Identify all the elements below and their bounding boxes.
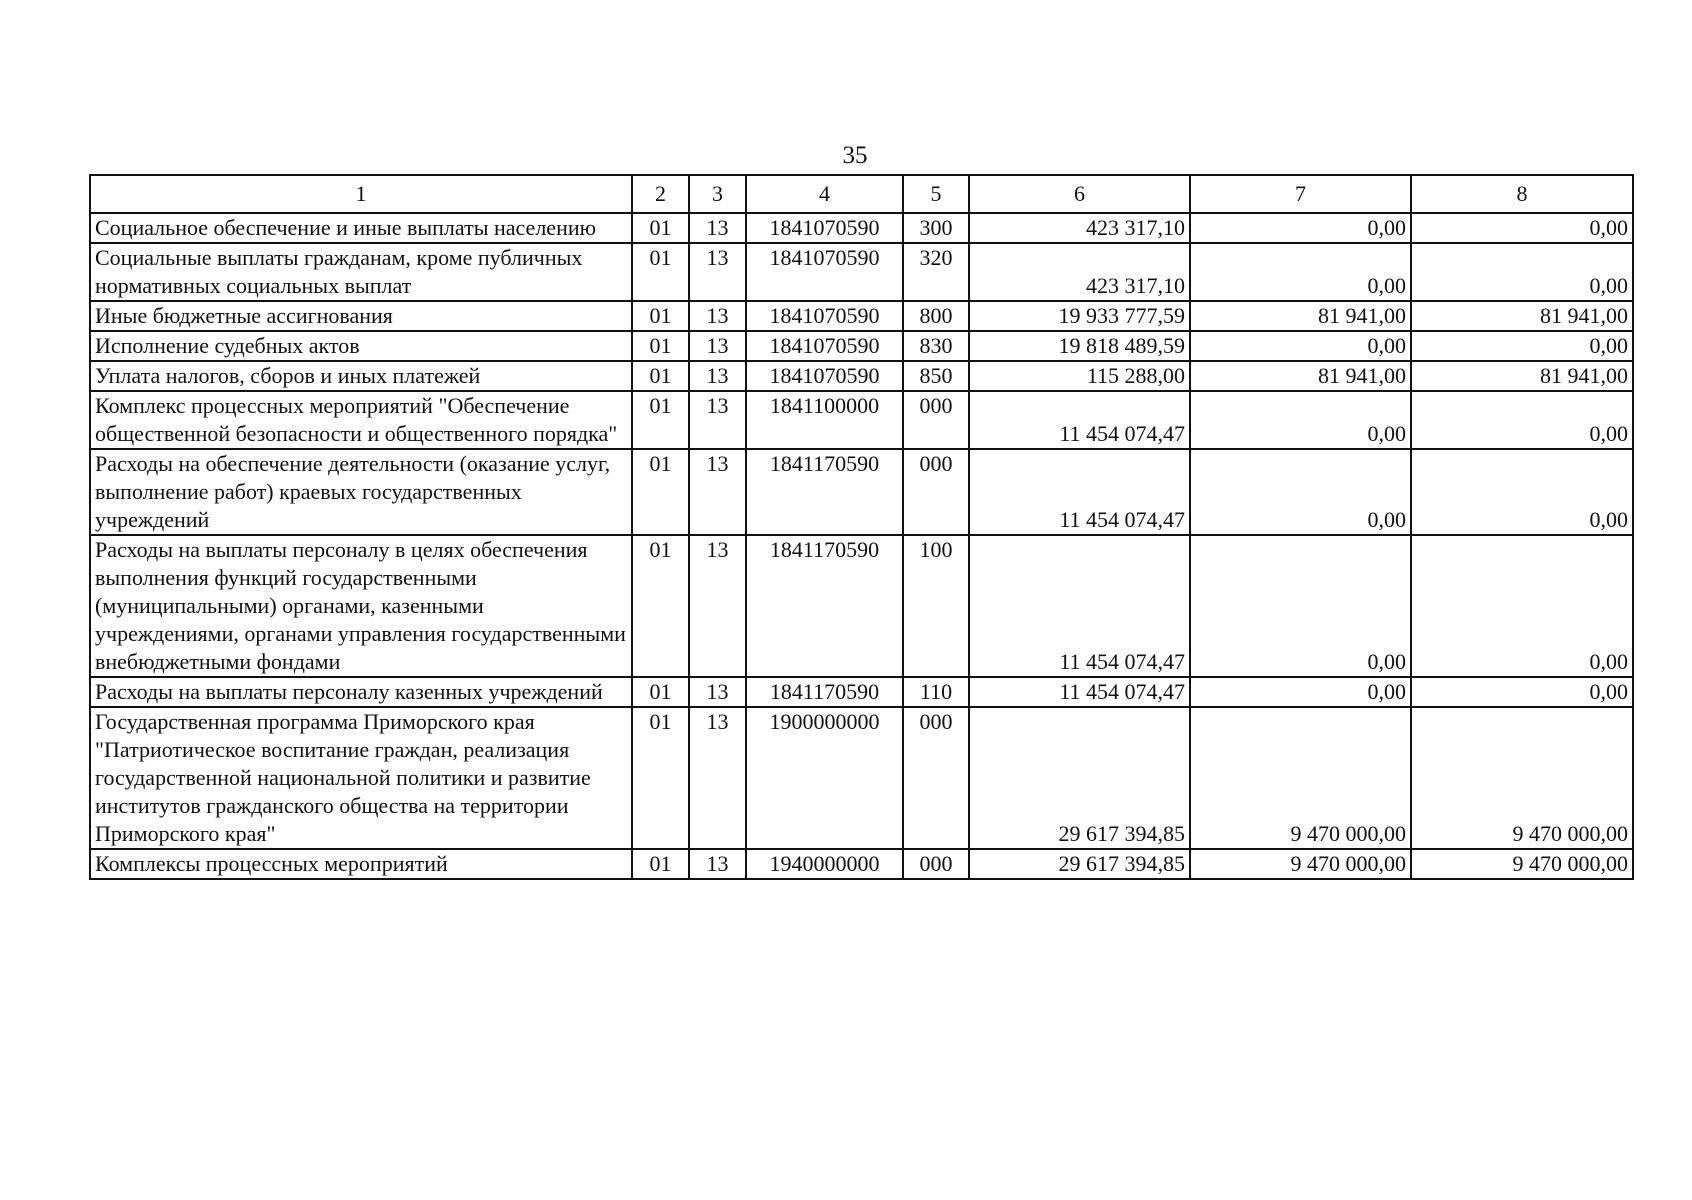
target-article-cell: 1841070590	[746, 243, 903, 301]
target-article-cell: 1940000000	[746, 849, 903, 879]
target-article-cell: 1841170590	[746, 449, 903, 535]
subsection-code-cell: 13	[689, 301, 746, 331]
amount-col7-cell: 0,00	[1190, 391, 1411, 449]
table-row	[90, 677, 1633, 707]
target-article-cell: 1841070590	[746, 213, 903, 243]
section-code-cell: 01	[632, 331, 689, 361]
amount-col6-cell: 19 933 777,59	[969, 301, 1190, 331]
row-name-cell: Расходы на обеспечение деятельности (оказание услуг, выполнение работ) краевых государственных учреждений	[90, 449, 632, 535]
row-name-cell: Уплата налогов, сборов и иных платежей	[90, 361, 632, 391]
row-name-cell: Исполнение судебных актов	[90, 331, 632, 361]
amount-col7-cell: 9 470 000,00	[1190, 707, 1411, 849]
amount-col8-cell: 81 941,00	[1411, 301, 1633, 331]
amount-col6-cell: 423 317,10	[969, 243, 1190, 301]
amount-col8-cell: 0,00	[1411, 243, 1633, 301]
target-article-cell: 1841170590	[746, 677, 903, 707]
table-row	[90, 243, 1633, 301]
table-row	[90, 535, 1633, 677]
section-code-cell: 01	[632, 243, 689, 301]
subsection-code-cell: 13	[689, 391, 746, 449]
amount-col8-cell: 0,00	[1411, 449, 1633, 535]
row-name-cell: Расходы на выплаты персоналу казенных учреждений	[90, 677, 632, 707]
section-code-cell: 01	[632, 535, 689, 677]
amount-col8-cell: 0,00	[1411, 213, 1633, 243]
expense-type-cell: 300	[903, 213, 969, 243]
expense-type-cell: 000	[903, 849, 969, 879]
column-header-2: 2	[632, 175, 689, 213]
expense-type-cell: 320	[903, 243, 969, 301]
amount-col7-cell: 0,00	[1190, 535, 1411, 677]
expense-type-cell: 000	[903, 707, 969, 849]
amount-col6-cell: 115 288,00	[969, 361, 1190, 391]
amount-col6-cell: 11 454 074,47	[969, 535, 1190, 677]
amount-col8-cell: 0,00	[1411, 535, 1633, 677]
expense-type-cell: 830	[903, 331, 969, 361]
column-header-5: 5	[903, 175, 969, 213]
subsection-code-cell: 13	[689, 449, 746, 535]
row-name-cell: Расходы на выплаты персоналу в целях обеспечения выполнения функций государственными (муниципальными) органами, казенными учреждениями, органами управления государственными внебюджетными фондами	[90, 535, 632, 677]
target-article-cell: 1841070590	[746, 331, 903, 361]
amount-col6-cell: 29 617 394,85	[969, 849, 1190, 879]
amount-col8-cell: 0,00	[1411, 677, 1633, 707]
page-number: 35	[842, 142, 868, 169]
amount-col6-cell: 11 454 074,47	[969, 449, 1190, 535]
expense-type-cell: 110	[903, 677, 969, 707]
column-header-7: 7	[1190, 175, 1411, 213]
amount-col7-cell: 0,00	[1190, 677, 1411, 707]
column-header-6: 6	[969, 175, 1190, 213]
amount-col8-cell: 0,00	[1411, 391, 1633, 449]
target-article-cell: 1841070590	[746, 361, 903, 391]
target-article-cell: 1841070590	[746, 301, 903, 331]
amount-col7-cell: 9 470 000,00	[1190, 849, 1411, 879]
amount-col7-cell: 0,00	[1190, 243, 1411, 301]
subsection-code-cell: 13	[689, 535, 746, 677]
table-row	[90, 707, 1633, 849]
section-code-cell: 01	[632, 213, 689, 243]
table-row	[90, 849, 1633, 879]
row-name-cell: Иные бюджетные ассигнования	[90, 301, 632, 331]
amount-col7-cell: 81 941,00	[1190, 361, 1411, 391]
target-article-cell: 1841170590	[746, 535, 903, 677]
amount-col6-cell: 11 454 074,47	[969, 391, 1190, 449]
section-code-cell: 01	[632, 677, 689, 707]
section-code-cell: 01	[632, 301, 689, 331]
expense-type-cell: 850	[903, 361, 969, 391]
amount-col7-cell: 0,00	[1190, 213, 1411, 243]
table-row	[90, 213, 1633, 243]
expense-type-cell: 000	[903, 449, 969, 535]
subsection-code-cell: 13	[689, 213, 746, 243]
row-name-cell: Комплекс процессных мероприятий "Обеспечение общественной безопасности и общественного порядка"	[90, 391, 632, 449]
amount-col8-cell: 9 470 000,00	[1411, 707, 1633, 849]
column-header-4: 4	[746, 175, 903, 213]
amount-col6-cell: 11 454 074,47	[969, 677, 1190, 707]
target-article-cell: 1841100000	[746, 391, 903, 449]
subsection-code-cell: 13	[689, 243, 746, 301]
row-name-cell: Государственная программа Приморского края "Патриотическое воспитание граждан, реализация государственной национальной политики и развитие институтов гражданского общества на территории Приморского края"	[90, 707, 632, 849]
subsection-code-cell: 13	[689, 331, 746, 361]
amount-col7-cell: 0,00	[1190, 331, 1411, 361]
table-row	[90, 331, 1633, 361]
section-code-cell: 01	[632, 849, 689, 879]
budget-table	[89, 174, 1634, 880]
row-name-cell: Социальное обеспечение и иные выплаты населению	[90, 213, 632, 243]
amount-col7-cell: 81 941,00	[1190, 301, 1411, 331]
amount-col8-cell: 9 470 000,00	[1411, 849, 1633, 879]
amount-col6-cell: 423 317,10	[969, 213, 1190, 243]
subsection-code-cell: 13	[689, 677, 746, 707]
amount-col8-cell: 81 941,00	[1411, 361, 1633, 391]
section-code-cell: 01	[632, 361, 689, 391]
amount-col6-cell: 29 617 394,85	[969, 707, 1190, 849]
subsection-code-cell: 13	[689, 707, 746, 849]
amount-col6-cell: 19 818 489,59	[969, 331, 1190, 361]
column-header-1: 1	[90, 175, 632, 213]
amount-col7-cell: 0,00	[1190, 449, 1411, 535]
header-row	[90, 175, 1633, 213]
expense-type-cell: 100	[903, 535, 969, 677]
table-row	[90, 391, 1633, 449]
expense-type-cell: 800	[903, 301, 969, 331]
section-code-cell: 01	[632, 707, 689, 849]
table-row	[90, 301, 1633, 331]
column-header-3: 3	[689, 175, 746, 213]
target-article-cell: 1900000000	[746, 707, 903, 849]
table-header	[90, 175, 1633, 213]
row-name-cell: Комплексы процессных мероприятий	[90, 849, 632, 879]
amount-col8-cell: 0,00	[1411, 331, 1633, 361]
table-row	[90, 449, 1633, 535]
section-code-cell: 01	[632, 391, 689, 449]
column-header-8: 8	[1411, 175, 1633, 213]
subsection-code-cell: 13	[689, 849, 746, 879]
section-code-cell: 01	[632, 449, 689, 535]
row-name-cell: Социальные выплаты гражданам, кроме публичных нормативных социальных выплат	[90, 243, 632, 301]
subsection-code-cell: 13	[689, 361, 746, 391]
table-body	[90, 213, 1633, 879]
table-row	[90, 361, 1633, 391]
expense-type-cell: 000	[903, 391, 969, 449]
